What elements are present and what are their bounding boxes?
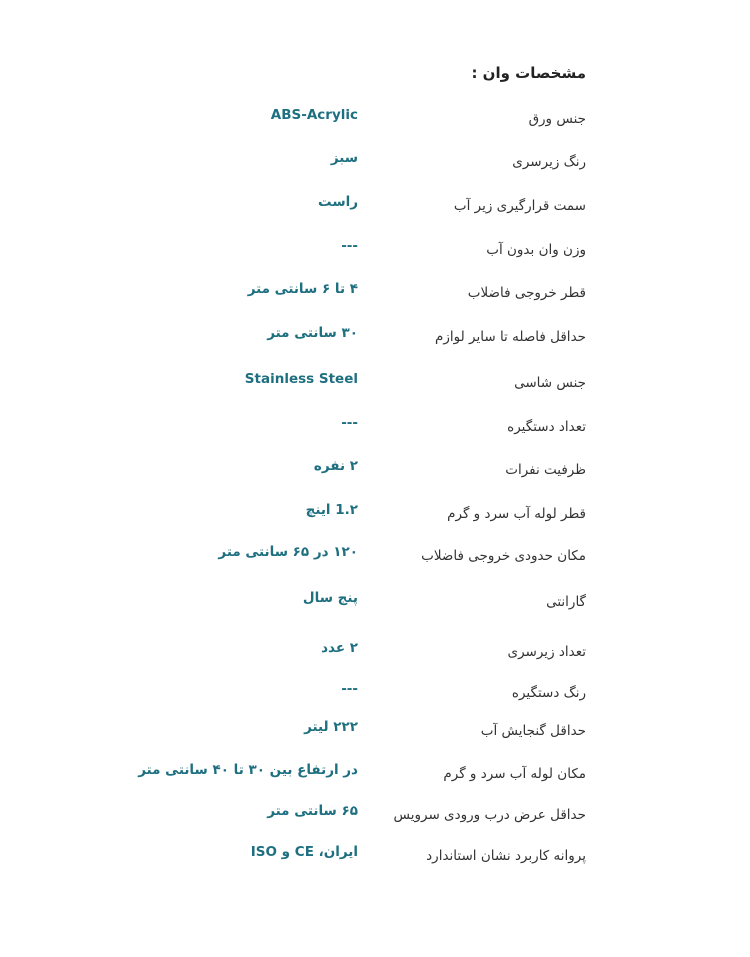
spec-label: پروانه کاربرد نشان استاندارد <box>426 848 586 864</box>
spec-value: ۲ عدد <box>321 640 358 656</box>
spec-row-dry-weight <box>0 238 750 266</box>
spec-row-drain-location <box>0 544 750 572</box>
spec-row-standard-license <box>0 844 750 872</box>
spec-value: سبز <box>330 150 358 166</box>
spec-row-handle-color <box>0 681 750 709</box>
spec-value: --- <box>341 681 358 697</box>
spec-row-drain-diameter <box>0 281 750 309</box>
spec-row-handle-count <box>0 415 750 443</box>
spec-value: پنج سال <box>302 590 358 606</box>
spec-row-min-clearance <box>0 325 750 353</box>
spec-label: مکان لوله آب سرد و گرم <box>443 766 586 782</box>
spec-row-drain-side <box>0 194 750 222</box>
spec-label: جنس شاسی <box>514 375 586 391</box>
spec-label: حداقل گنجایش آب <box>480 723 586 739</box>
spec-value: ۱۲۰ در ۶۵ سانتی متر <box>218 544 358 560</box>
spec-label: ظرفیت نفرات <box>505 462 586 478</box>
spec-row-headrest-color <box>0 150 750 178</box>
spec-row-pipe-location <box>0 762 750 790</box>
spec-row-headrest-count <box>0 640 750 668</box>
spec-value: ۶۵ سانتی متر <box>267 803 358 819</box>
spec-label: تعداد دستگیره <box>507 419 586 435</box>
spec-label: رنگ زیرسری <box>512 154 586 170</box>
spec-row-sheet-material <box>0 107 750 135</box>
spec-value: در ارتفاع بین ۳۰ تا ۴۰ سانتی متر <box>138 762 358 778</box>
spec-value: ۲ نفره <box>313 458 358 474</box>
spec-label: قطر لوله آب سرد و گرم <box>447 506 586 522</box>
spec-row-min-water-volume <box>0 719 750 747</box>
section-title: مشخصات وان : <box>471 64 586 82</box>
spec-row-pipe-diameter <box>0 502 750 530</box>
spec-value: ۳۰ سانتی متر <box>267 325 358 341</box>
spec-value: ABS-Acrylic <box>270 107 358 123</box>
spec-label: رنگ دستگیره <box>511 685 586 701</box>
spec-value: ۴ تا ۶ سانتی متر <box>247 281 358 297</box>
spec-row-warranty <box>0 590 750 618</box>
spec-value: Stainless Steel <box>244 371 358 387</box>
spec-label: حداقل فاصله تا سایر لوازم <box>435 329 586 345</box>
spec-label: تعداد زیرسری <box>507 644 586 660</box>
spec-label: مکان حدودی خروجی فاضلاب <box>421 548 586 564</box>
spec-label: سمت قرارگیری زیر آب <box>453 198 586 214</box>
spec-label: حداقل عرض درب ورودی سرویس <box>393 807 586 823</box>
spec-label: وزن وان بدون آب <box>486 242 586 258</box>
spec-value: ۲۲۲ لیتر <box>304 719 358 735</box>
spec-value: 1.۲ اینچ <box>305 502 358 518</box>
spec-value: --- <box>341 415 358 431</box>
spec-value: ایران، CE و ISO <box>250 844 358 860</box>
spec-value: --- <box>341 238 358 254</box>
spec-label: گارانتی <box>546 594 586 610</box>
spec-label: قطر خروجی فاضلاب <box>467 285 586 301</box>
spec-row-min-door-width <box>0 803 750 831</box>
spec-row-chassis-material <box>0 371 750 399</box>
spec-row-capacity <box>0 458 750 486</box>
spec-label: جنس ورق <box>528 111 586 127</box>
spec-value: راست <box>318 194 358 210</box>
